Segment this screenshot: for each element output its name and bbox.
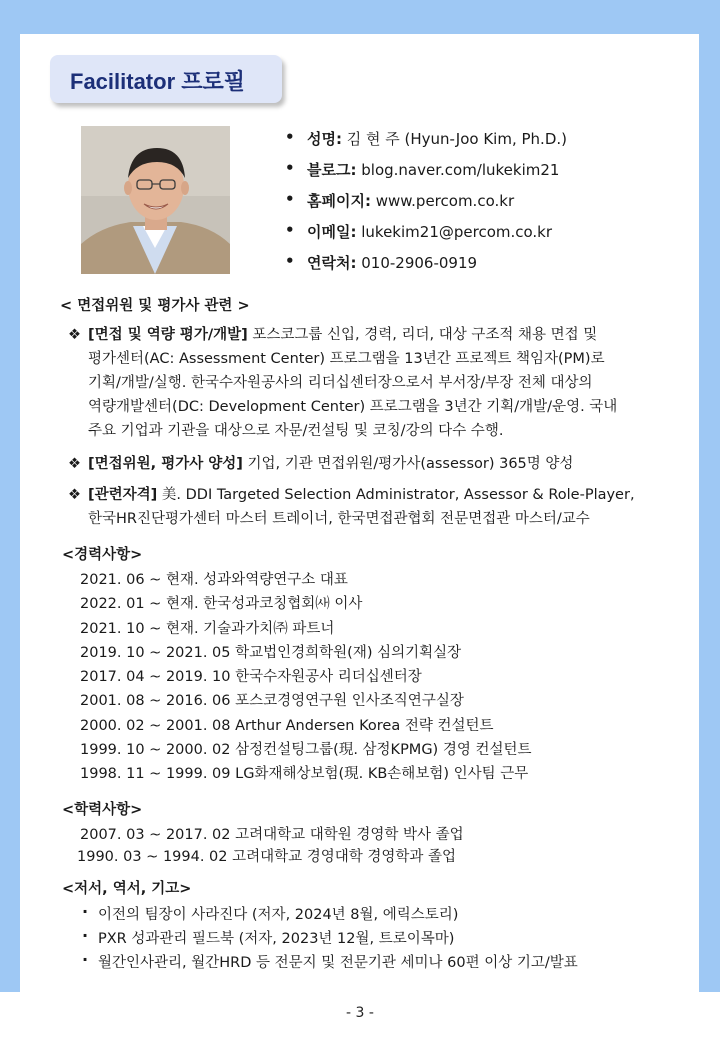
career-list [80,568,531,787]
diamond-bullet-icon: ❖ [68,487,81,503]
profile-email-value: lukekim21@percom.co.kr [356,223,553,241]
profile-info-list [285,128,567,283]
profile-name [285,128,567,159]
publications-list [80,903,578,975]
profile-phone-label: 연락처: [307,254,357,272]
profile-phone [285,252,567,283]
career-item: 2022. 01 ~ 현재. 한국성과코칭협회㈔ 이사 [80,596,363,613]
education-list [77,823,464,867]
career-heading: <경력사항> [62,547,143,563]
profile-phone-value: 010-2906-0919 [356,254,478,272]
diamond-bullet-icon: ❖ [68,456,81,472]
profile-blog [285,159,567,190]
page-title: Facilitator 프로필 [70,69,246,94]
item-line: 역량개발센터(DC: Development Center) 프로그램을 3년간 기획/개발/운영. 국내 [88,399,618,415]
career-item: 2021. 10 ~ 현재. 기술과가치㈜ 파트너 [80,620,335,637]
item-line: 기획/개발/실행. 한국수자원공사의 리더십센터장으로서 부서장/부장 전체 대상의 [88,375,593,391]
education-heading: <학력사항> [62,802,143,818]
diamond-bullet-icon: ❖ [68,327,81,343]
career-item: 1999. 10 ~ 2000. 02 삼정컨설팅그룹(現. 삼정KPMG) 경영 컨설턴트 [80,742,532,759]
item-title: [면접위원, 평가사 양성] [88,456,243,472]
publication-item: · 월간인사관리, 월간HRD 등 전문지 및 전문기관 세미나 60편 이상 기고/발표 [80,951,578,975]
profile-homepage-label: 홈페이지: [307,192,371,210]
qualification-item-certification [68,483,678,531]
career-item: 2019. 10 ~ 2021. 05 학교법인경희학원(재) 심의기획실장 [80,644,462,661]
portrait-image [81,126,230,274]
publication-item: · 이전의 팀장이 사라진다 (저자, 2024년 8월, 에릭스토리) [80,903,578,927]
profile-homepage-value: www.percom.co.kr [370,192,515,210]
career-item: 1998. 11 ~ 1999. 09 LG화재해상보험(現. KB손해보험) 인사팀 근무 [80,766,529,783]
interview-section-heading: < 면접위원 및 평가사 관련 > [60,298,250,314]
profile-blog-value: blog.naver.com/lukekim21 [356,161,560,179]
title-badge [50,55,282,103]
career-item: 2000. 02 ~ 2001. 08 Arthur Andersen Korea 전략 컨설턴트 [80,717,494,734]
profile-email [285,221,567,252]
publication-item: · PXR 성과관리 필드북 (저자, 2023년 12월, 트로이목마) [80,927,578,951]
career-item: 2021. 06 ~ 현재. 성과와역량연구소 대표 [80,572,348,588]
item-line: 美. DDI Targeted Selection Administrator, Assessor & Role-Player, [157,487,635,503]
page-number: - 3 - [346,1005,374,1021]
qualification-item-assessment [68,323,678,443]
career-item: 2017. 04 ~ 2019. 10 한국수자원공사 리더십센터장 [80,669,422,686]
item-line: 평가센터(AC: Assessment Center) 프로그램을 13년간 프로젝트 책임자(PM)로 [88,351,605,367]
profile-photo [81,126,230,274]
career-item: 2001. 08 ~ 2016. 06 포스코경영연구원 인사조직연구실장 [80,693,464,710]
item-line: 기업, 기관 면접위원/평가사(assessor) 365명 양성 [242,456,574,472]
qualification-item-training [68,452,678,476]
profile-blog-label: 블로그: [307,161,357,179]
education-item: 2007. 03 ~ 2017. 02 고려대학교 대학원 경영학 박사 졸업 [80,827,464,843]
publications-heading: <저서, 역서, 기고> [62,881,192,897]
item-title: [면접 및 역량 평가/개발] [88,327,248,343]
profile-name-value: 김 현 주 (Hyun-Joo Kim, Ph.D.) [341,130,567,148]
profile-email-label: 이메일: [307,223,357,241]
education-item: 1990. 03 ~ 1994. 02 고려대학교 경영대학 경영학과 졸업 [77,849,457,865]
item-title: [관련자격] [88,487,158,503]
item-line: 포스코그룹 신입, 경력, 리더, 대상 구조적 채용 면접 및 [247,327,598,343]
item-line: 한국HR진단평가센터 마스터 트레이너, 한국면접관협회 전문면접관 마스터/교수 [88,511,590,527]
item-line: 주요 기업과 기관을 대상으로 자문/컨설팅 및 코칭/강의 다수 수행. [88,423,504,439]
profile-name-label: 성명: [307,130,342,148]
profile-homepage [285,190,567,221]
